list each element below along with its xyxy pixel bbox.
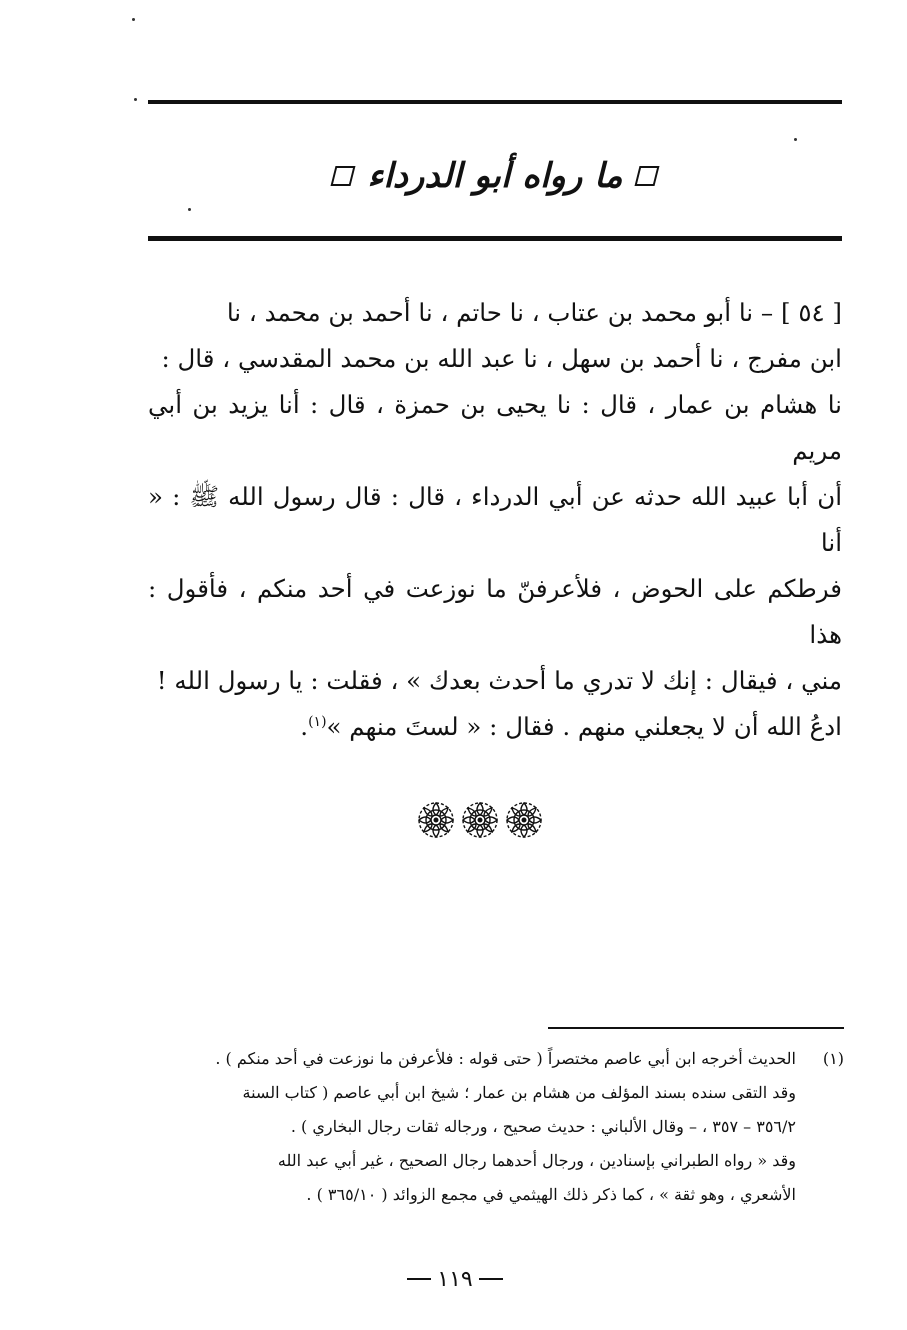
footnote-line: وقد « رواه الطبراني بإسنادين ، ورجال أحدهما رجال الصحيح ، غير أبي عبد الله — [277, 1151, 796, 1170]
scan-speck — [188, 208, 191, 211]
hadith-text — [148, 290, 842, 750]
header-bottom-rule — [148, 236, 842, 241]
footnote-line: الحديث أخرجه ابن أبي عاصم مختصراً ( حتى قوله : فلأعرفن ما نوزعت في أحد منكم ) . — [215, 1049, 796, 1068]
footnote-line: الأشعري ، وهو ثقة » ، كما ذكر ذلك الهيثمي في مجمع الزوائد ( ٣٦٥/١٠ ) . — [306, 1185, 796, 1204]
page-number-dash — [407, 1278, 431, 1280]
page-number — [380, 1262, 530, 1296]
footnotes — [148, 1042, 844, 1212]
rosette-icon — [416, 798, 456, 842]
scan-speck — [794, 138, 797, 141]
footnote-number: (١) — [822, 1049, 844, 1068]
page-number-value: ١١٩ — [437, 1266, 473, 1292]
hadith-line: نا هشام بن عمار ، قال : نا يحيى بن حمزة ، قال : أنا يزيد بن أبي مريم — [148, 390, 842, 465]
box-ornament-icon — [634, 166, 659, 186]
hadith-line: [ ٥٤ ] – نا أبو محمد بن عتاب ، نا حاتم ، نا أحمد بن محمد ، نا — [226, 298, 842, 327]
hadith-line: ابن مفرج ، نا أحمد بن سهل ، نا عبد الله بن محمد المقدسي ، قال : — [161, 344, 842, 373]
hadith-line: أن أبا عبيد الله حدثه عن أبي الدرداء ، قال : قال رسول الله ﷺ : « أنا — [148, 482, 842, 557]
scan-speck — [134, 98, 137, 101]
page-number-dash — [479, 1278, 503, 1280]
footnote-separator-rule — [548, 1027, 844, 1029]
footnote-line: ٣٥٦/٢ – ٣٥٧ ، – وقال الألباني : حديث صحيح ، ورجاله ثقات رجال البخاري ) . — [290, 1117, 796, 1136]
rosette-ornament — [410, 795, 550, 845]
hadith-line: فرطكم على الحوض ، فلأعرفنّ ما نوزعت في أحد منكم ، فأقول : هذا — [148, 574, 842, 649]
hadith-line: ادعُ الله أن لا يجعلني منهم . فقال : « لستَ منهم » — [326, 712, 842, 741]
hadith-last-line — [148, 704, 842, 750]
chapter-heading — [148, 150, 842, 202]
footnote-item — [148, 1042, 844, 1212]
box-ornament-icon — [331, 166, 356, 186]
footnote-body — [148, 1042, 796, 1212]
rosette-icon — [460, 798, 500, 842]
footnote-reference[interactable]: (١) — [308, 713, 327, 730]
header-top-rule — [148, 100, 842, 104]
chapter-title: ما رواه أبو الدرداء — [367, 156, 623, 196]
rosette-icon — [504, 798, 544, 842]
end-mark: . — [300, 712, 309, 741]
hadith-line: مني ، فيقال : إنك لا تدري ما أحدث بعدك » ، فقلت : يا رسول الله ! — [156, 666, 842, 695]
footnote-line: وقد التقى سنده بسند المؤلف من هشام بن عمار ؛ شيخ ابن أبي عاصم ( كتاب السنة — [242, 1083, 796, 1102]
scan-speck — [132, 18, 135, 21]
